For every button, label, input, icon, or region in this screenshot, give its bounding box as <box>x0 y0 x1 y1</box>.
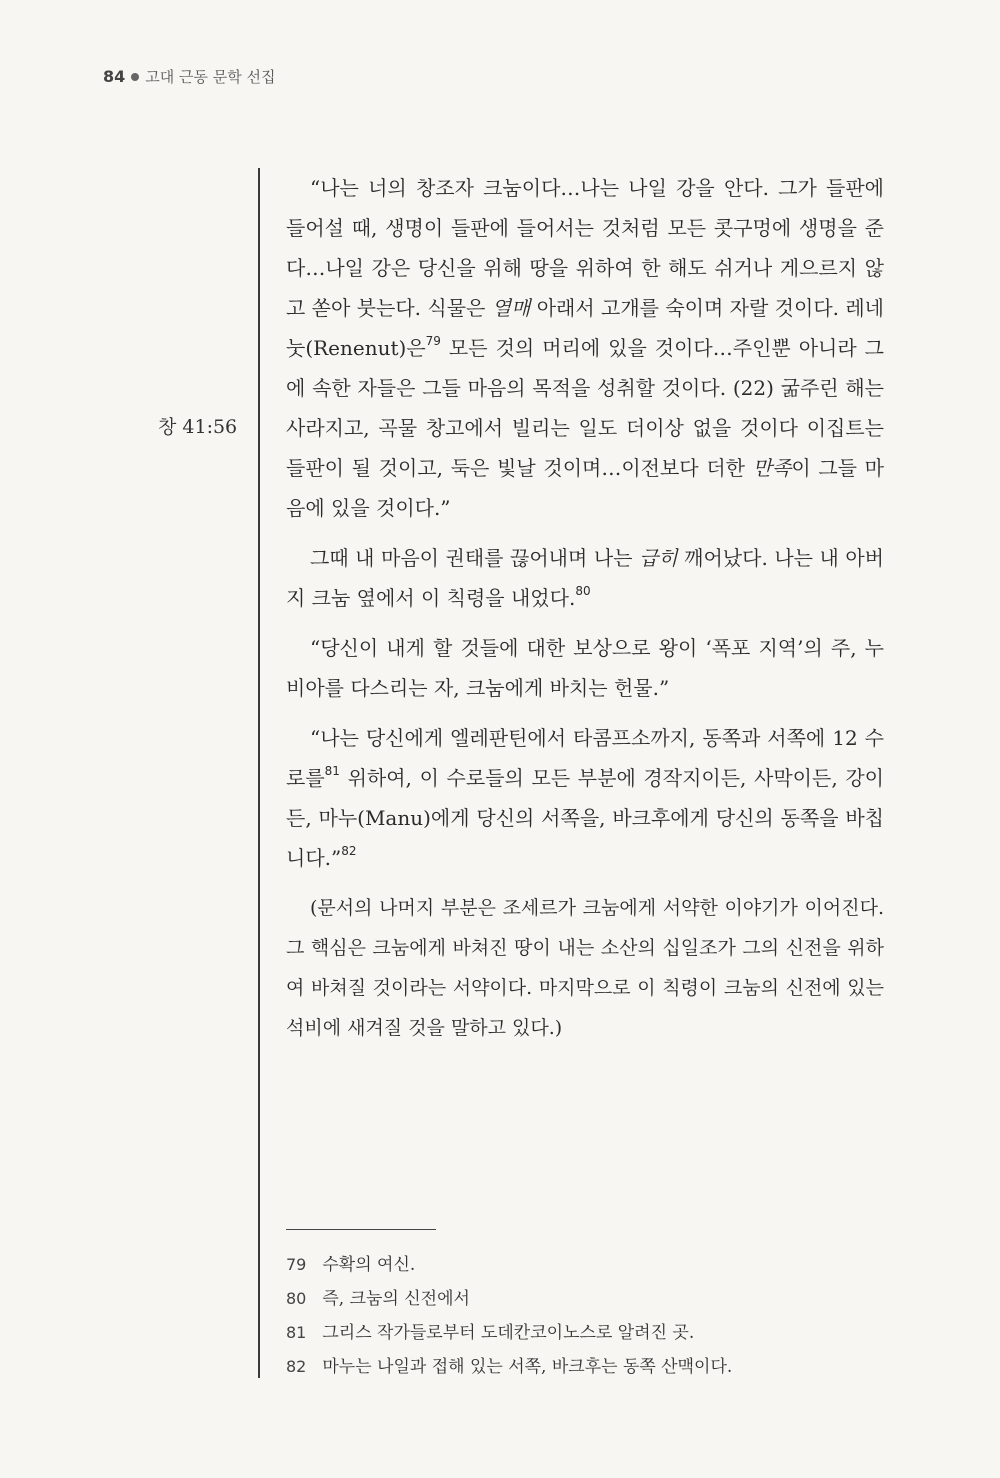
footnote-item <box>286 1248 884 1282</box>
footnote-text: 마누는 나일과 접해 있는 서쪽, 바크후는 동쪽 산맥이다. <box>322 1357 733 1377</box>
footnote-text: 즉, 크눔의 신전에서 <box>322 1289 470 1309</box>
footnote-number: 79 <box>286 1255 307 1274</box>
footnote-divider <box>286 1229 436 1230</box>
text-run: 깨어났다. 나는 내 아버지 크눔 옆에서 이 칙령을 내었다. <box>286 546 885 610</box>
italic-text: 급히 <box>639 546 678 570</box>
running-header <box>103 66 276 87</box>
italic-text: 만족 <box>752 456 792 480</box>
footnote-ref: 82 <box>341 844 357 858</box>
main-text <box>286 168 884 1048</box>
body-paragraph <box>286 538 884 618</box>
margin-cross-reference: 창 41:56 <box>158 416 238 438</box>
book-title: 고대 근동 문학 선집 <box>145 68 276 86</box>
italic-text: 열매 <box>491 296 531 320</box>
margin-rule <box>258 168 260 1378</box>
body-paragraph <box>286 718 884 878</box>
footnote-number: 81 <box>286 1323 307 1342</box>
text-run: 아래서 고개를 숙이며 자랄 것이다. 레네눗(Renenut)은 <box>286 296 885 360</box>
text-run: “나는 당신에게 엘레판틴에서 타콤프소까지, 동쪽과 서쪽에 12 수로를 <box>286 726 884 790</box>
text-run: 이 그들 마음에 있을 것이다.” <box>286 456 884 520</box>
footnotes <box>286 1248 884 1384</box>
body-paragraph <box>286 168 884 528</box>
footnote-item <box>286 1350 884 1384</box>
text-run: (문서의 나머지 부분은 조세르가 크눔에게 서약한 이야기가 이어진다. 그 핵심은 크눔에게 바쳐진 땅이 내는 소산의 십일조가 그의 신전을 위하여 바쳐질 것이라는 서약이다. 마지막으로 이 칙령이 크눔의 신전에 있는 석비에 새겨질 것을 말하고 있다.) <box>286 897 884 1039</box>
footnote-number: 80 <box>286 1289 307 1308</box>
footnote-ref: 80 <box>575 584 591 598</box>
bullet-icon <box>131 73 139 81</box>
footnote-item <box>286 1316 884 1350</box>
footnote-number: 82 <box>286 1357 307 1376</box>
text-run: 그때 내 마음이 권태를 끊어내며 나는 <box>310 546 639 570</box>
footnote-text: 수확의 여신. <box>322 1255 416 1275</box>
text-run: “당신이 내게 할 것들에 대한 보상으로 왕이 ‘폭포 지역’의 주, 누비아를 다스리는 자, 크눔에게 바치는 헌물.” <box>286 636 884 700</box>
text-run: 모든 것의 머리에 있을 것이다…주인뿐 아니라 그에 속한 자들은 그들 마음의 목적을 성취할 것이다. (22) 굶주린 해는 사라지고, 곡물 창고에서 빌리는 일도 더이상 없을 것이다 이집트는 들판이 될 것이고, 둑은 빛날 것이며…이전보다 더한 <box>286 336 884 480</box>
body-paragraph <box>286 628 884 708</box>
footnote-item <box>286 1282 884 1316</box>
text-run: 위하여, 이 수로들의 모든 부분에 경작지이든, 사막이든, 강이든, 마누(Manu)에게 당신의 서쪽을, 바크후에게 당신의 동쪽을 바칩니다.” <box>286 766 884 870</box>
footnote-ref: 79 <box>425 334 441 348</box>
editorial-note-paragraph <box>286 888 884 1048</box>
footnote-text: 그리스 작가들로부터 도데칸코이노스로 알려진 곳. <box>322 1323 695 1343</box>
footnote-ref: 81 <box>324 764 340 778</box>
page-number: 84 <box>103 67 126 86</box>
text-run: “나는 너의 창조자 크눔이다…나는 나일 강을 안다. 그가 들판에 들어설 때, 생명이 들판에 들어서는 것처럼 모든 콧구멍에 생명을 준다…나일 강은 당신을 위해 땅을 위하여 한 해도 쉬거나 게으르지 않고 쏟아 붓는다. 식물은 <box>286 176 884 320</box>
